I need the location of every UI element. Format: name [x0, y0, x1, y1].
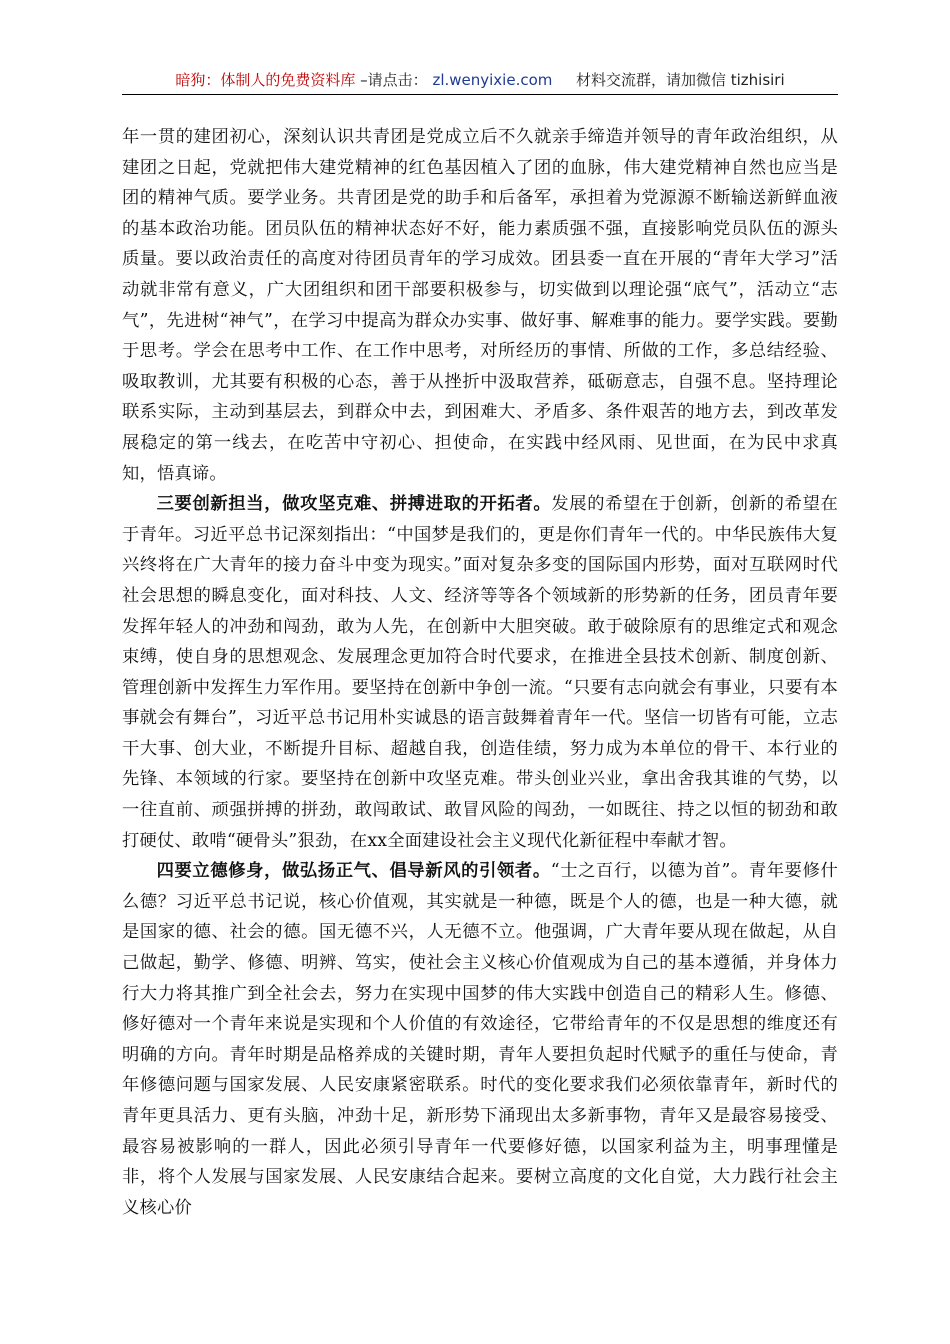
- site-name: 暗狗：体制人的免费资料库: [175, 71, 356, 89]
- paragraph-3: [122, 856, 838, 1223]
- paragraph-2: [122, 489, 838, 856]
- paragraph-1-text: 年一贯的建团初心，深刻认识共青团是党成立后不久就亲手缔造并领导的青年政治组织，从建团之日起，党就把伟大建党精神的红色基因植入了团的血脉，伟大建党精神自然也应当是团的精神气质。要学业务。共青团是党的助手和后备军，承担着为党源源不断输送新鲜血液的基本政治功能。团员队伍的精神状态好不好，能力素质强不强，直接影响党员队伍的源头质量。要以政治责任的高度对待团员青年的学习成效。团县委一直在开展的“青年大学习”活动就非常有意义，广大团组织和团干部要积极参与，切实做到以理论强“底气”，活动立“志气”，先进树“神气”，在学习中提高为群众办实事、做好事、解难事的能力。要学实践。要勤于思考。学会在思考中工作、在工作中思考，对所经历的事情、所做的工作，多总结经验、吸取教训，尤其要有积极的心态，善于从挫折中汲取营养，砥砺意志，自强不息。坚持理论联系实际，主动到基层去，到群众中去，到困难大、矛盾多、条件艰苦的地方去，到改革发展稳定的第一线去，在吃苦中守初心、担使命，在实践中经风雨、见世面，在为民中求真知，悟真谛。: [122, 127, 838, 484]
- document-body: [122, 122, 838, 1223]
- page-header: [122, 70, 838, 95]
- click-prompt: –请点击：: [360, 71, 428, 89]
- site-url-link[interactable]: zl.wenyixie.com: [432, 71, 553, 89]
- paragraph-3-heading: 四要立德修身，做弘扬正气、倡导新风的引领者。: [156, 861, 551, 882]
- paragraph-2-heading: 三要创新担当，做攻坚克难、拼搏进取的开拓者。: [156, 494, 552, 515]
- paragraph-3-text: “士之百行，以德为首”。青年要修什么德？习近平总书记说，核心价值观，其实就是一种德，既是个人的德，也是一种大德，就是国家的德、社会的德。国无德不兴，人无德不立。他强调，广大青年要从现在做起，从自己做起，勤学、修德、明辨、笃实，使社会主义核心价值观成为自己的基本遵循，并身体力行大力将其推广到全社会去，努力在实现中国梦的伟大实践中创造自己的精彩人生。修德、修好德对一个青年来说是实现和个人价值的有效途径，它带给青年的不仅是思想的维度还有明确的方向。青年时期是品格养成的关键时期，青年人要担负起时代赋予的重任与使命，青年修德问题与国家发展、人民安康紧密联系。时代的变化要求我们必须依靠青年，新时代的青年更具活力、更有头脑，冲劲十足，新形势下涌现出太多新事物，青年又是最容易接受、最容易被影响的一群人，因此必须引导青年一代要修好德，以国家利益为主，明事理懂是非，将个人发展与国家发展、人民安康结合起来。要树立高度的文化自觉，大力践行社会主义核心价: [122, 861, 838, 1218]
- paragraph-1: [122, 122, 838, 489]
- paragraph-2-text: 发展的希望在于创新，创新的希望在于青年。习近平总书记深刻指出：“中国梦是我们的，更是你们青年一代的。中华民族伟大复兴终将在广大青年的接力奋斗中变为现实。”面对复杂多变的国际国内形势，面对互联网时代社会思想的瞬息变化，面对科技、人文、经济等等各个领域新的形势新的任务，团员青年要发挥年轻人的冲劲和闯劲，敢为人先，在创新中大胆突破。敢于破除原有的思维定式和观念束缚，使自身的思想观念、发展理念更加符合时代要求，在推进全县技术创新、制度创新、管理创新中发挥生力军作用。要坚持在创新中争创一流。“只要有志向就会有事业，只要有本事就会有舞台”，习近平总书记用朴实诚恳的语言鼓舞着青年一代。坚信一切皆有可能，立志干大事、创大业，不断提升目标、超越自我，创造佳绩，努力成为本单位的骨干、本行业的先锋、本领域的行家。要坚持在创新中攻坚克难。带头创业兴业，拿出舍我其谁的气势，以一往直前、顽强拼搏的拼劲，敢闯敢试、敢冒风险的闯劲，一如既往、持之以恒的韧劲和敢打硬仗、敢啃“硬骨头”狠劲，在xx全面建设社会主义现代化新征程中奉献才智。: [122, 494, 838, 851]
- contact-info: 材料交流群，请加微信 tizhisiri: [575, 71, 785, 89]
